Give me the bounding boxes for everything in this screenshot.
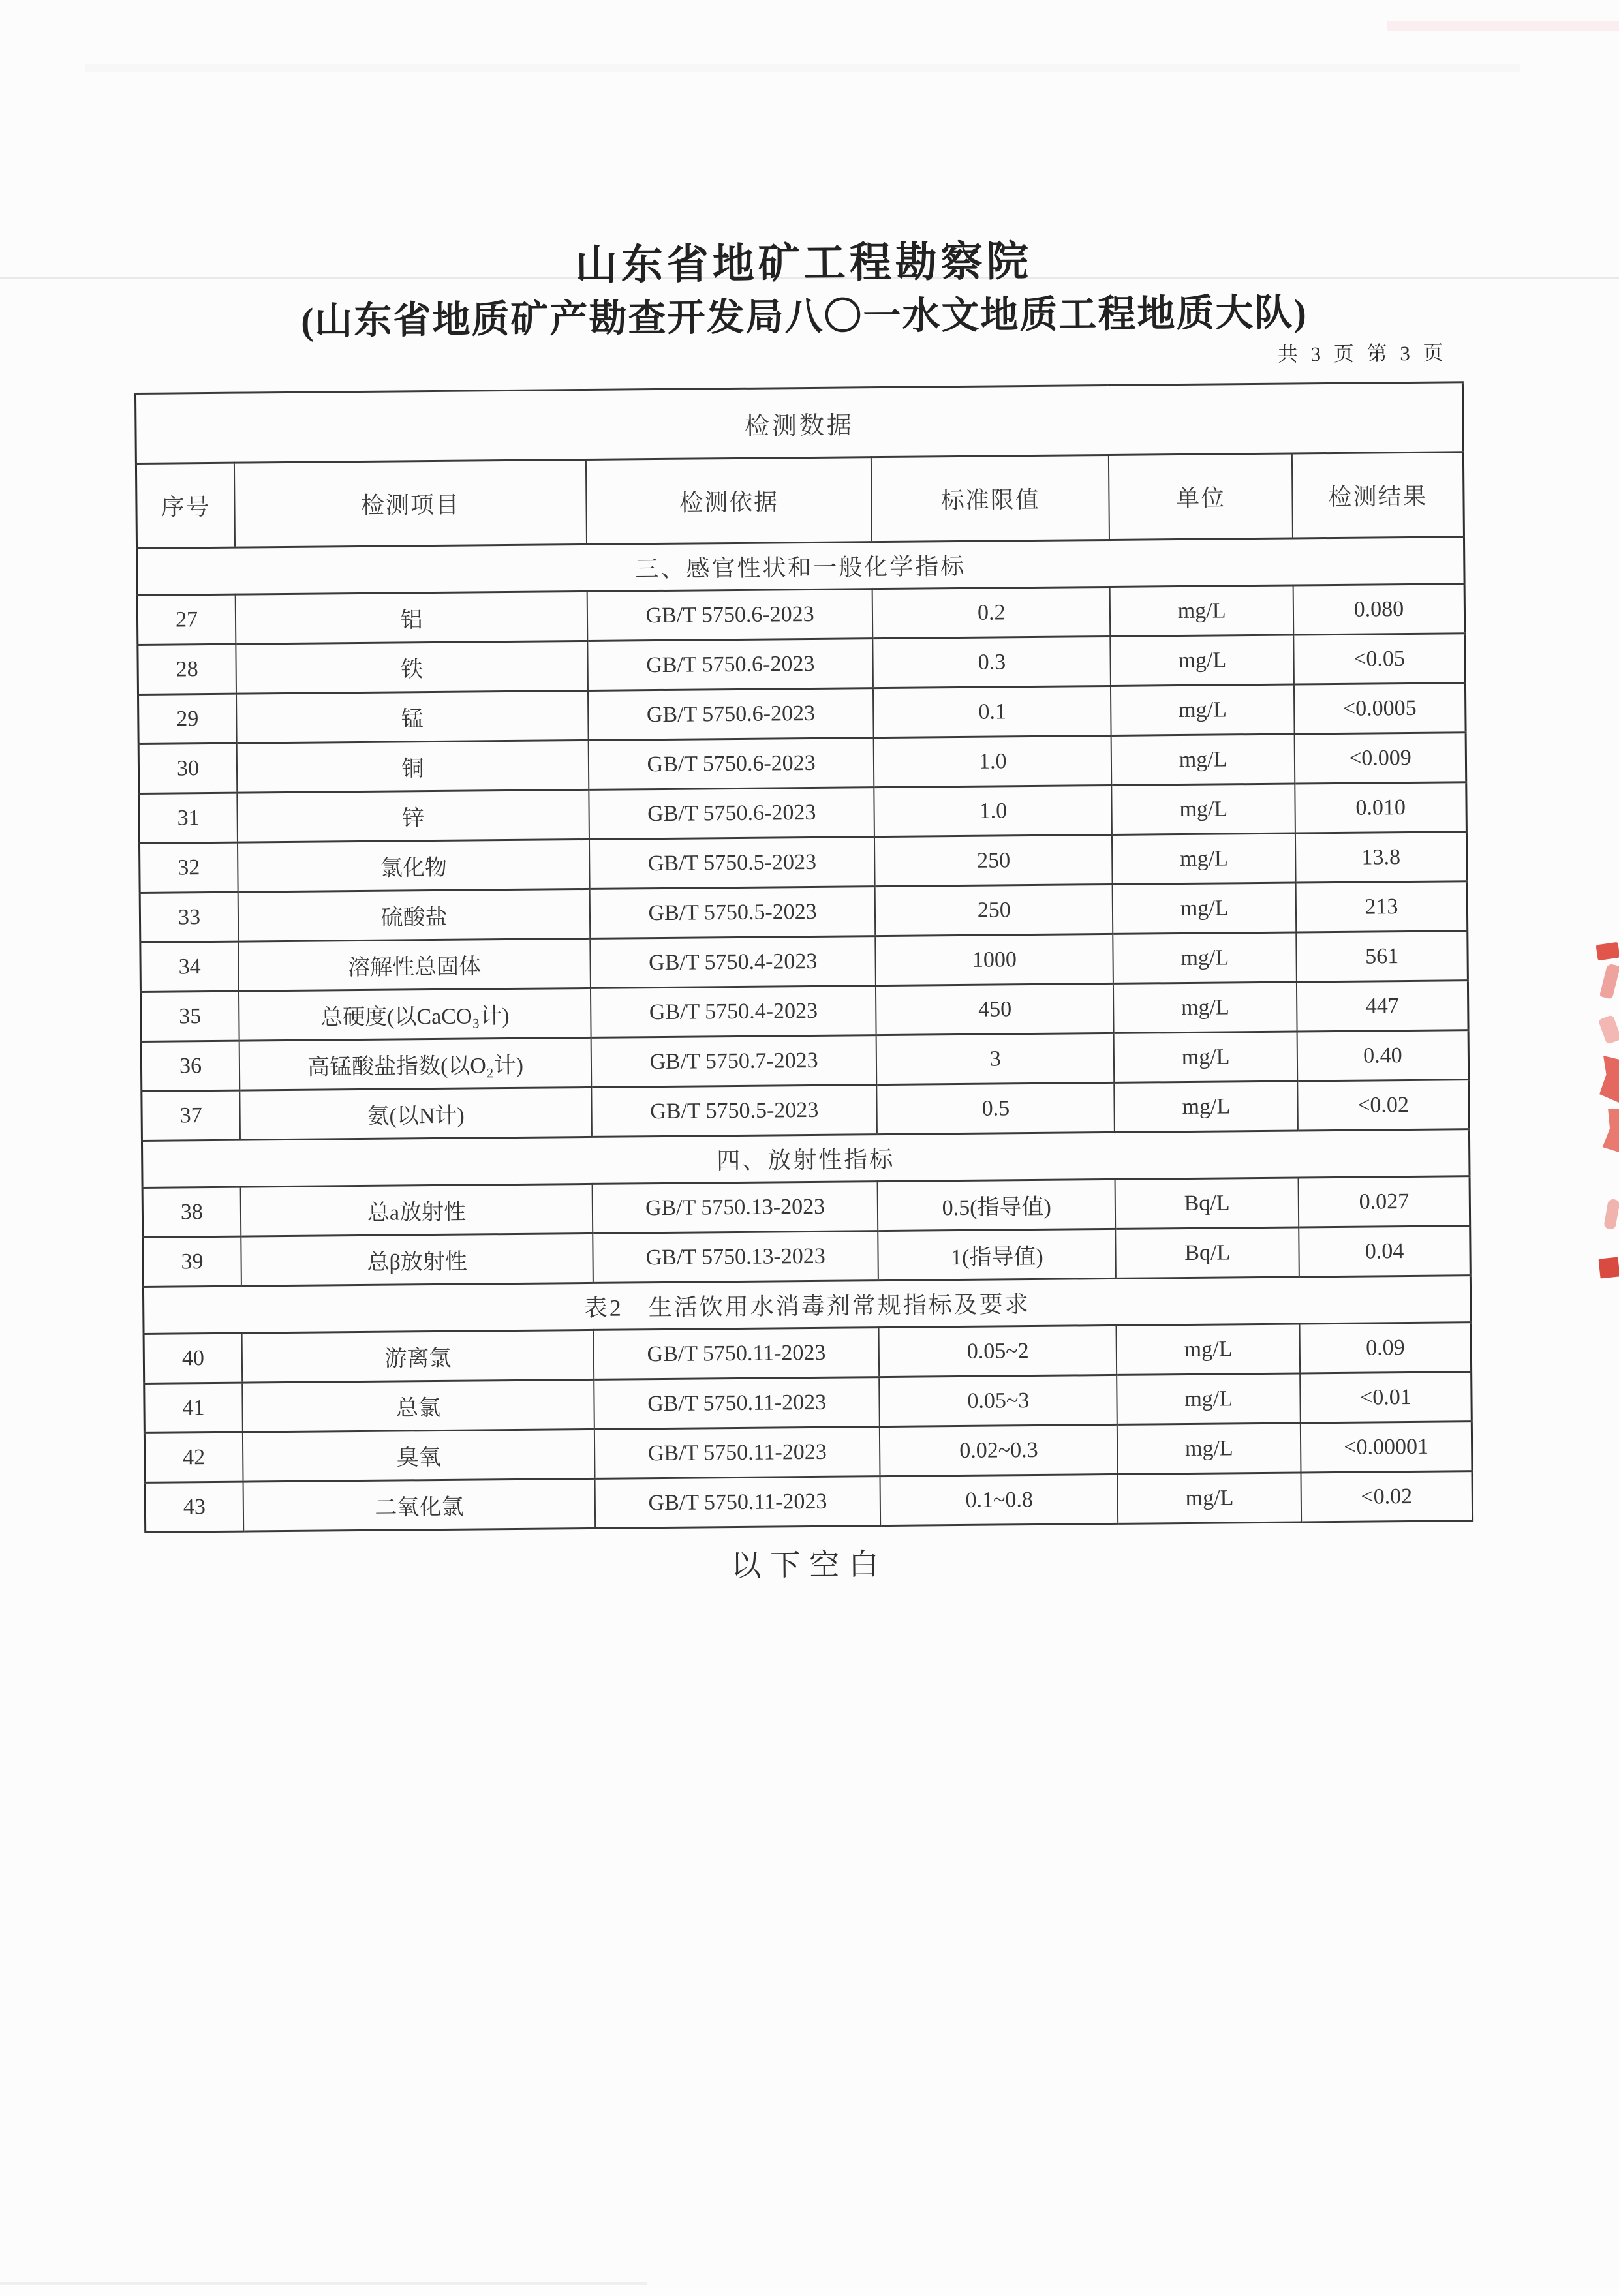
cell-test-item: 总a放射性 <box>241 1184 593 1236</box>
cell-test-item: 锰 <box>236 690 589 743</box>
cell-standard-limit: 0.3 <box>873 636 1111 688</box>
section-header-label: 三、感官性状和一般化学指标 <box>137 537 1465 596</box>
cell-test-result: <0.02 <box>1297 1080 1469 1131</box>
cell-test-item: 铝 <box>236 591 588 644</box>
cell-unit: mg/L <box>1113 883 1296 934</box>
cell-unit: mg/L <box>1113 982 1297 1033</box>
cell-standard-limit: 0.05~2 <box>879 1325 1117 1377</box>
cell-unit: mg/L <box>1117 1423 1301 1474</box>
cell-standard-limit: 0.2 <box>872 587 1111 638</box>
cell-test-result: <0.00001 <box>1301 1422 1472 1473</box>
cell-test-result: 561 <box>1296 931 1468 982</box>
cell-serial-number: 43 <box>145 1482 243 1532</box>
cell-test-item: 氯化物 <box>238 839 590 892</box>
cell-unit: Bq/L <box>1116 1227 1299 1278</box>
cell-test-method: GB/T 5750.7-2023 <box>591 1035 877 1088</box>
cell-test-item: 铁 <box>236 641 588 694</box>
cell-serial-number: 31 <box>139 793 238 843</box>
cell-serial-number: 33 <box>140 892 238 942</box>
table-title-row <box>135 382 1463 464</box>
cell-unit: mg/L <box>1112 784 1295 834</box>
cell-standard-limit: 0.1~0.8 <box>880 1474 1118 1525</box>
cell-test-method: GB/T 5750.11-2023 <box>594 1427 880 1479</box>
cell-serial-number: 42 <box>144 1432 243 1482</box>
cell-unit: mg/L <box>1111 684 1294 735</box>
section-header-label: 表2 生活饮用水消毒剂常规指标及要求 <box>143 1276 1471 1334</box>
cell-standard-limit: 0.05~3 <box>879 1375 1117 1426</box>
cell-serial-number: 39 <box>143 1236 241 1287</box>
table-title: 检测数据 <box>135 382 1463 464</box>
cell-test-result: <0.02 <box>1301 1471 1473 1522</box>
cell-test-item: 游离氯 <box>242 1330 594 1383</box>
cell-test-result: <0.01 <box>1300 1372 1472 1423</box>
cell-serial-number: 36 <box>141 1041 239 1091</box>
cell-test-item: 总β放射性 <box>241 1233 593 1286</box>
column-header: 序号 <box>136 463 235 548</box>
cell-test-item: 二氧化氯 <box>243 1478 596 1531</box>
cell-serial-number: 29 <box>138 694 237 744</box>
cell-test-result: <0.0005 <box>1294 683 1466 734</box>
cell-test-item: 臭氧 <box>243 1429 595 1482</box>
cell-test-method: GB/T 5750.4-2023 <box>591 986 876 1038</box>
test-data-table <box>134 381 1473 1533</box>
cell-unit: mg/L <box>1111 635 1294 686</box>
cell-standard-limit: 250 <box>875 884 1113 936</box>
cell-test-item: 总硬度(以CaCO₃计) <box>239 988 591 1041</box>
cell-test-result: 13.8 <box>1295 832 1467 883</box>
cell-unit: mg/L <box>1117 1373 1301 1424</box>
cell-test-method: GB/T 5750.5-2023 <box>590 887 876 939</box>
organization-title: 山东省地矿工程勘察院 <box>575 237 1033 289</box>
cell-test-result: 213 <box>1296 881 1468 932</box>
column-header: 单位 <box>1109 453 1293 540</box>
cell-standard-limit: 1.0 <box>874 785 1113 836</box>
cell-test-result: 0.010 <box>1295 782 1466 833</box>
cell-unit: mg/L <box>1111 734 1295 785</box>
cell-test-result: 0.40 <box>1297 1030 1469 1081</box>
cell-test-item: 溶解性总固体 <box>238 938 591 991</box>
cell-unit: Bq/L <box>1115 1178 1299 1229</box>
cell-test-method: GB/T 5750.6-2023 <box>588 688 874 741</box>
cell-test-result: 0.080 <box>1293 584 1465 635</box>
cell-standard-limit: 0.5(指导值) <box>878 1179 1116 1231</box>
cell-test-method: GB/T 5750.6-2023 <box>587 639 873 691</box>
cell-test-result: <0.05 <box>1293 634 1465 684</box>
page-count-label: 共 3 页 第 3 页 <box>1277 341 1447 366</box>
cell-test-result: 0.04 <box>1299 1226 1470 1277</box>
column-header: 检测依据 <box>586 457 872 545</box>
cell-test-result: <0.009 <box>1295 733 1466 784</box>
cell-test-item: 铜 <box>237 740 589 793</box>
cell-unit: mg/L <box>1113 932 1297 983</box>
cell-test-item: 氨(以N计) <box>239 1087 592 1140</box>
cell-standard-limit: 1.0 <box>874 735 1112 787</box>
cell-serial-number: 37 <box>142 1090 240 1140</box>
cell-test-method: GB/T 5750.5-2023 <box>589 837 875 889</box>
cell-test-method: GB/T 5750.11-2023 <box>595 1477 881 1529</box>
seal-fragment-icon <box>1599 1257 1619 1279</box>
cell-test-method: GB/T 5750.6-2023 <box>587 589 873 641</box>
column-header: 检测结果 <box>1292 452 1464 538</box>
cell-standard-limit: 1(指导值) <box>878 1229 1117 1280</box>
cell-standard-limit: 450 <box>876 983 1114 1035</box>
cell-serial-number: 27 <box>137 594 236 645</box>
cell-unit: mg/L <box>1118 1473 1301 1523</box>
cell-test-method: GB/T 5750.13-2023 <box>593 1231 878 1283</box>
cell-serial-number: 38 <box>142 1187 241 1237</box>
cell-test-result: 447 <box>1297 981 1468 1032</box>
cell-standard-limit: 1000 <box>876 934 1114 985</box>
cell-test-method: GB/T 5750.11-2023 <box>594 1328 880 1380</box>
cell-test-result: 0.09 <box>1300 1323 1472 1373</box>
cell-serial-number: 41 <box>144 1383 243 1433</box>
cell-test-item: 总氯 <box>242 1379 594 1432</box>
column-header-row <box>136 452 1464 549</box>
cell-test-method: GB/T 5750.6-2023 <box>589 788 874 840</box>
cell-standard-limit: 250 <box>874 834 1113 886</box>
organization-subtitle: (山东省地质矿产勘查开发局八〇一水文地质工程地质大队) <box>300 291 1308 343</box>
cell-serial-number: 30 <box>138 743 237 793</box>
cell-unit: mg/L <box>1117 1324 1300 1375</box>
cell-serial-number: 32 <box>139 842 238 893</box>
cell-test-method: GB/T 5750.5-2023 <box>591 1085 877 1137</box>
seal-fragment-icon <box>1596 942 1619 960</box>
cell-serial-number: 35 <box>140 991 239 1041</box>
cell-standard-limit: 0.1 <box>873 686 1111 737</box>
cell-standard-limit: 0.5 <box>877 1082 1115 1134</box>
section-header-label: 四、放射性指标 <box>142 1129 1470 1188</box>
cell-serial-number: 34 <box>140 941 239 992</box>
blank-below-note: 以下空白 <box>730 1547 888 1583</box>
cell-unit: mg/L <box>1114 1032 1297 1082</box>
cell-test-result: 0.027 <box>1299 1176 1470 1227</box>
cell-test-method: GB/T 5750.11-2023 <box>594 1377 880 1430</box>
cell-test-item: 锌 <box>237 789 589 842</box>
cell-test-item: 硫酸盐 <box>238 889 591 941</box>
cell-test-method: GB/T 5750.13-2023 <box>593 1182 878 1234</box>
column-header: 标准限值 <box>871 455 1109 542</box>
cell-unit: mg/L <box>1112 833 1295 884</box>
scan-artifact-bottom <box>0 2282 647 2285</box>
cell-standard-limit: 3 <box>876 1033 1115 1084</box>
cell-test-method: GB/T 5750.4-2023 <box>590 936 876 988</box>
cell-serial-number: 28 <box>138 644 236 694</box>
cell-unit: mg/L <box>1110 585 1293 636</box>
column-header: 检测项目 <box>234 459 587 547</box>
cell-standard-limit: 0.02~0.3 <box>880 1424 1118 1476</box>
cell-serial-number: 40 <box>144 1333 242 1383</box>
cell-test-method: GB/T 5750.6-2023 <box>589 738 874 790</box>
cell-unit: mg/L <box>1115 1081 1298 1132</box>
cell-test-item: 高锰酸盐指数(以O₂计) <box>239 1037 592 1090</box>
